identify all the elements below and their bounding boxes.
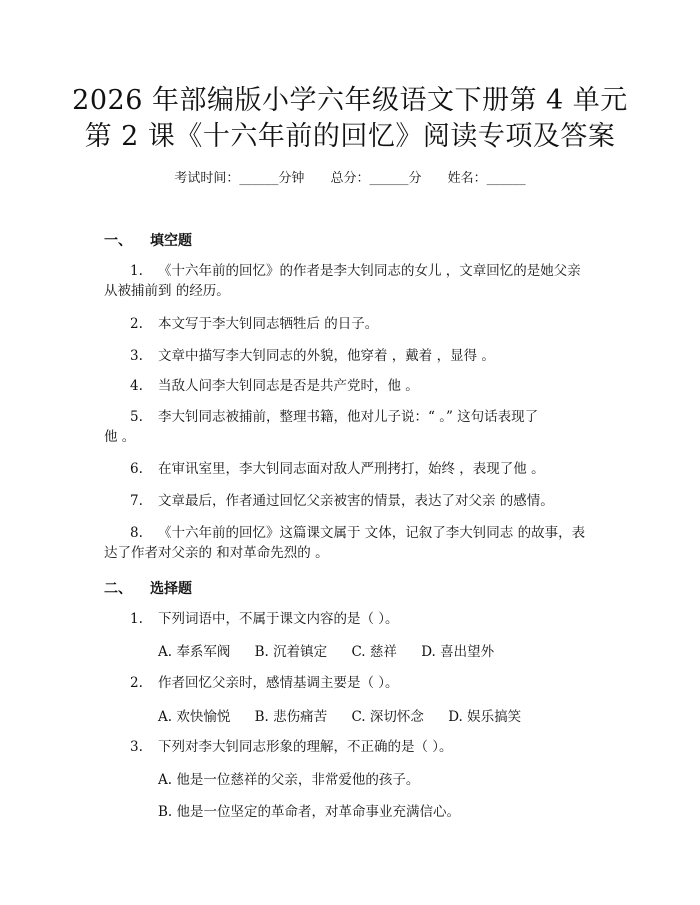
question-number: 2. <box>130 675 143 691</box>
section-number: 二、 <box>104 581 132 597</box>
option-d: D. 喜出望外 <box>421 644 495 660</box>
document-title-line1: 2026 年部编版小学六年级语文下册第 4 单元 <box>72 85 628 116</box>
question-text-continued: 达了作者对父亲的 和对革命先烈的 。 <box>104 545 329 561</box>
question-text: 本文写于李大钊同志牺牲后 的日子。 <box>158 316 379 332</box>
question-number: 8. <box>130 525 143 541</box>
choice-question-1 <box>104 609 601 629</box>
question-number: 1. <box>130 263 143 279</box>
section-heading-fill-in <box>104 230 192 250</box>
option-a: A. 奉系军阀 <box>158 644 231 660</box>
question-text: 文章最后，作者通过回忆父亲被害的情景，表达了对父亲 的感情。 <box>158 493 554 509</box>
section-title: 填空题 <box>150 233 192 249</box>
fill-question-7 <box>104 491 601 511</box>
fill-question-3 <box>104 346 601 366</box>
choice-question-3 <box>104 737 601 757</box>
question-text: 下列词语中，不属于课文内容的是（ ）。 <box>158 611 399 627</box>
question-number: 3. <box>130 348 143 364</box>
exam-time-field: 考试时间：______分钟 <box>174 171 305 186</box>
exam-name-field: 姓名：______ <box>447 171 526 186</box>
exam-info <box>0 167 700 186</box>
question-text: 当敌人问李大钊同志是否是共产党时，他 。 <box>158 378 419 394</box>
exam-score-field: 总分：______分 <box>330 171 422 186</box>
option-a: A. 他是一位慈祥的父亲，非常爱他的孩子。 <box>158 772 420 788</box>
section-heading-choice <box>104 578 192 598</box>
option-b: B. 他是一位坚定的革命者，对革命事业充满信心。 <box>158 804 461 820</box>
fill-question-4 <box>104 376 601 396</box>
question-text-continued: 从被捕前到 的经历。 <box>104 283 230 299</box>
fill-question-5 <box>104 407 601 447</box>
question-number: 5. <box>130 409 143 425</box>
question-text: 作者回忆父亲时，感情基调主要是（ ）。 <box>158 675 399 691</box>
section-title: 选择题 <box>150 581 192 597</box>
fill-question-8 <box>104 523 601 563</box>
question-number: 2. <box>130 316 143 332</box>
question-number: 7. <box>130 493 143 509</box>
choice-question-2 <box>104 673 601 693</box>
question-number: 6. <box>130 461 143 477</box>
choice-options-2 <box>158 705 541 725</box>
section-number: 一、 <box>104 233 132 249</box>
choice-options-1 <box>158 640 514 660</box>
question-text: 文章中描写李大钊同志的外貌，他穿着 ，戴着 ，显得 。 <box>158 348 495 364</box>
question-number: 3. <box>130 739 143 755</box>
question-number: 4. <box>130 378 143 394</box>
question-text: 李大钊同志被捕前，整理书籍，他对儿子说：“ 。” 这句话表现了 <box>158 409 539 425</box>
question-text: 《十六年前的回忆》的作者是李大钊同志的女儿 ，文章回忆的是她父亲 <box>158 263 581 279</box>
option-c: C. 慈祥 <box>351 644 397 660</box>
option-c: C. 深切怀念 <box>351 709 424 725</box>
option-a: A. 欢快愉悦 <box>158 709 231 725</box>
document-title-line2: 第 2 课《十六年前的回忆》阅读专项及答案 <box>84 121 616 152</box>
fill-question-6 <box>104 459 601 479</box>
question-text: 在审讯室里，李大钊同志面对敌人严刑拷打，始终 ，表现了他 。 <box>158 461 545 477</box>
option-d: D. 娱乐搞笑 <box>448 709 522 725</box>
question-number: 1. <box>130 611 143 627</box>
option-b: B. 沉着镇定 <box>254 644 328 660</box>
question-text: 《十六年前的回忆》这篇课文属于 文体，记叙了李大钊同志 的故事，表 <box>158 525 586 541</box>
question-text-continued: 他 。 <box>104 429 136 445</box>
fill-question-1 <box>104 261 601 301</box>
option-b: B. 悲伤痛苦 <box>254 709 328 725</box>
fill-question-2 <box>104 314 601 334</box>
question-text: 下列对李大钊同志形象的理解，不正确的是（ ）。 <box>158 739 453 755</box>
